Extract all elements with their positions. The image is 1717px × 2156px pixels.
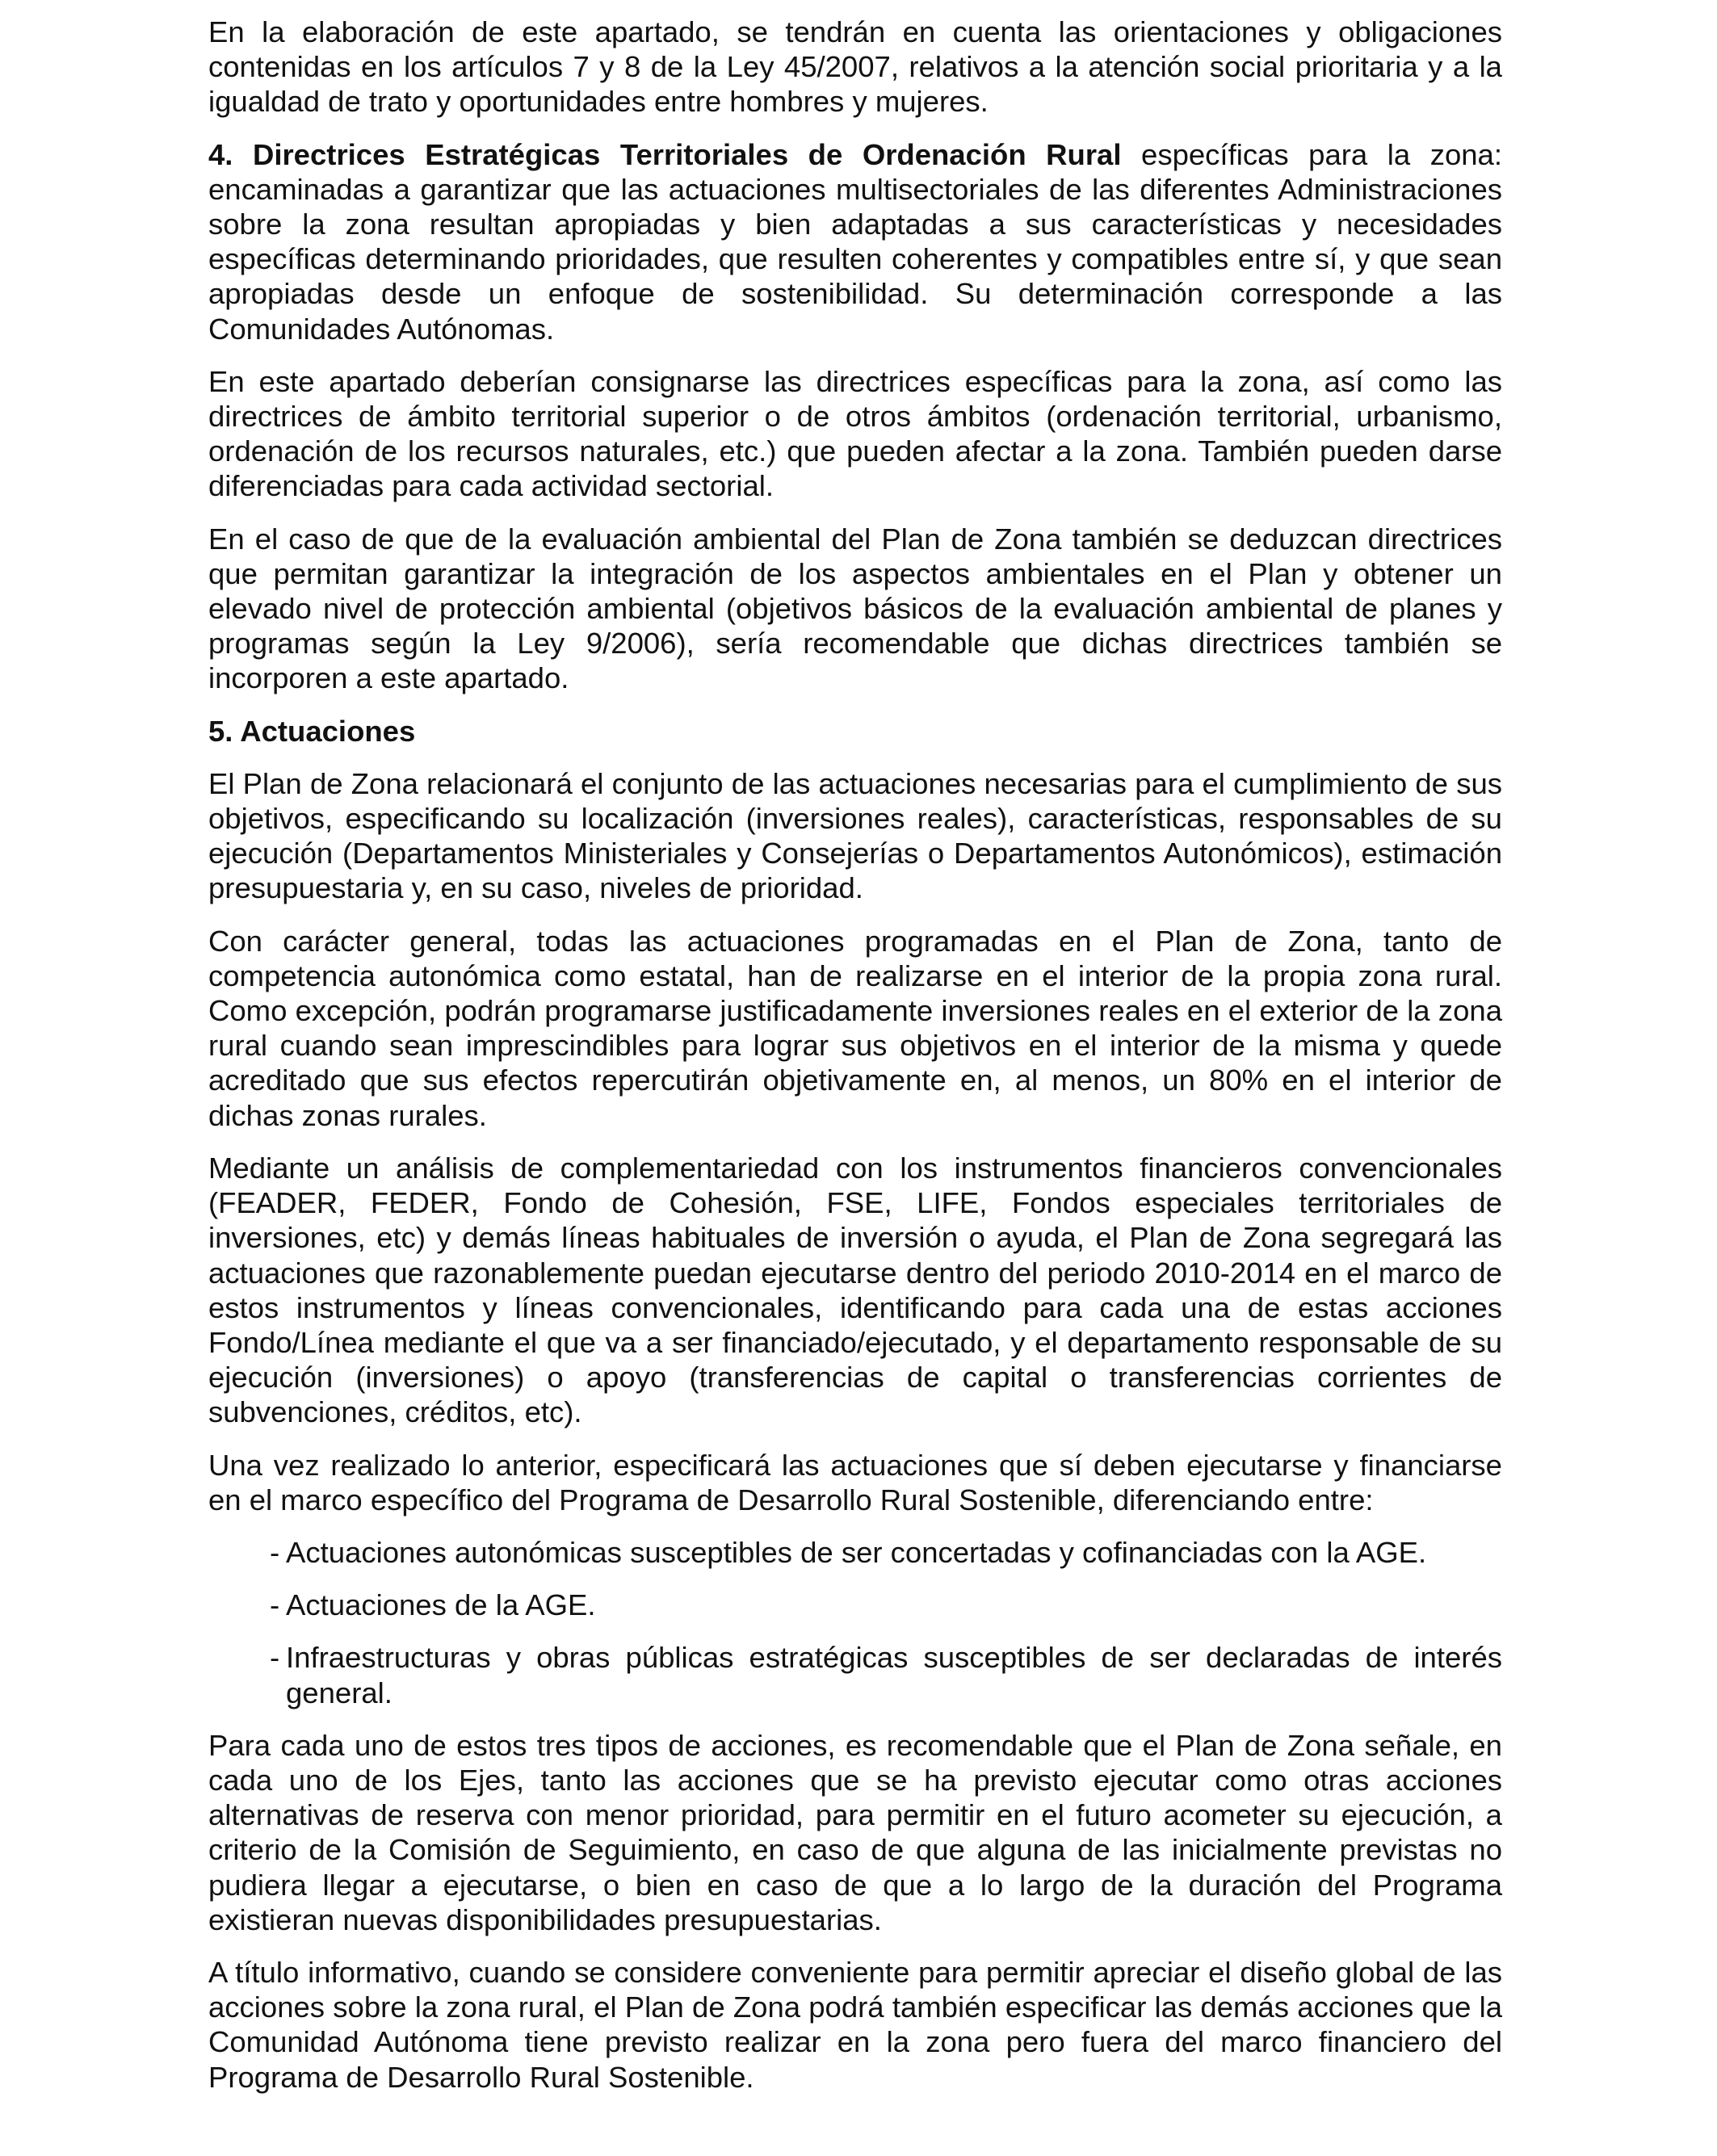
paragraph-general-character: Con carácter general, todas las actuaciones programadas en el Plan de Zona, tanto de competencia autonómica como estatal, han de realizarse en el interior de la propia zona rural. Como excepción, podrán programarse justificadamente inversiones reales en el exterior de la zona rural cuando sean imprescindibles para lograr sus objetivos en el interior de la misma y quede acreditado que sus efectos repercutirán objetivamente en, al menos, un 80% en el interior de dichas zonas rurales. — [208, 924, 1502, 1132]
list-item — [208, 1640, 1502, 1709]
list-item-text: Actuaciones autonómicas susceptibles de ser concertadas y cofinanciadas con la AGE. — [286, 1535, 1427, 1569]
document-page — [208, 15, 1502, 2112]
list-item-text: Infraestructuras y obras públicas estratégicas susceptibles de ser declaradas de interés general. — [286, 1641, 1502, 1709]
list-item — [208, 1535, 1502, 1570]
section-4-body: específicas para la zona: encaminadas a garantizar que las actuaciones multisectoriales de las diferentes Administraciones sobre la zona resultan apropiadas y bien adaptadas a sus características y necesidades específicas determinando prioridades, que resulten coherentes y compatibles entre sí, y que sean apropiadas desde un enfoque de sostenibilidad. Su determinación corresponde a las Comunidades Autónomas. — [208, 137, 1502, 346]
paragraph-complementarity: Mediante un análisis de complementariedad con los instrumentos financieros convencionales (FEADER, FEDER, Fondo de Cohesión, FSE, LIFE, Fondos especiales territoriales de inversiones, etc) y demás líneas habituales de inversión o ayuda, el Plan de Zona segregará las actuaciones que razonablemente puedan ejecutarse dentro del periodo 2010-2014 en el marco de estos instrumentos y líneas convencionales, identificando para cada una de estas acciones Fondo/Línea mediante el que va a ser financiado/ejecutado, y el departamento responsable de su ejecución (inversiones) o apoyo (transferencias de capital o transferencias corrientes de subvenciones, créditos, etc). — [208, 1151, 1502, 1429]
list-item — [208, 1588, 1502, 1622]
section-4-title: 4. Directrices Estratégicas Territoriales de Ordenación Rural — [208, 137, 1122, 171]
list-dash: - — [270, 1535, 280, 1569]
list-dash: - — [270, 1641, 280, 1675]
paragraph-actuaciones-intro: El Plan de Zona relacionará el conjunto de las actuaciones necesarias para el cumplimiento de sus objetivos, especificando su localización (inversiones reales), características, responsables de su ejecución (Departamentos Ministeriales y Consejerías o Departamentos Autonómicos), estimación presupuestaria y, en su caso, niveles de prioridad. — [208, 766, 1502, 905]
paragraph-specification: Una vez realizado lo anterior, especificará las actuaciones que sí deben ejecutarse y financiarse en el marco específico del Programa de Desarrollo Rural Sostenible, diferenciando entre: — [208, 1448, 1502, 1516]
section-5-heading: 5. Actuaciones — [208, 714, 416, 748]
paragraph-informative: A título informativo, cuando se considere conveniente para permitir apreciar el diseño global de las acciones sobre la zona rural, el Plan de Zona podrá también especificar las demás acciones que la Comunidad Autónoma tiene previsto realizar en la zona pero fuera del marco financiero del Programa de Desarrollo Rural Sostenible. — [208, 1955, 1502, 2094]
paragraph-environmental-evaluation: En el caso de que de la evaluación ambiental del Plan de Zona también se deduzcan directrices que permitan garantizar la integración de los aspectos ambientales en el Plan y obtener un elevado nivel de protección ambiental (objetivos básicos de la evaluación ambiental de planes y programas según la Ley 9/2006), sería recomendable que dichas directrices también se incorporen a este apartado. — [208, 522, 1502, 695]
paragraph-directrices-scope: En este apartado deberían consignarse las directrices específicas para la zona, así como las directrices de ámbito territorial superior o de otros ámbitos (ordenación territorial, urbanismo, ordenación de los recursos naturales, etc.) que pueden afectar a la zona. También pueden darse diferenciadas para cada actividad sectorial. — [208, 364, 1502, 503]
paragraph-reserve-actions: Para cada uno de estos tres tipos de acciones, es recomendable que el Plan de Zona señale, en cada uno de los Ejes, tanto las acciones que se ha previsto ejecutar como otras acciones alternativas de reserva con menor prioridad, para permitir en el futuro acometer su ejecución, a criterio de la Comisión de Seguimiento, en caso de que alguna de las inicialmente previstas no pudiera llegar a ejecutarse, o bien en caso de que a lo largo de la duración del Programa existieran nuevas disponibilidades presupuestarias. — [208, 1728, 1502, 1936]
actuaciones-types-list — [208, 1535, 1502, 1710]
paragraph-directrices — [208, 137, 1502, 346]
list-item-text: Actuaciones de la AGE. — [286, 1588, 596, 1622]
list-dash: - — [270, 1588, 280, 1622]
paragraph-equality: En la elaboración de este apartado, se tendrán en cuenta las orientaciones y obligaciones contenidas en los artículos 7 y 8 de la Ley 45/2007, relativos a la atención social prioritaria y a la igualdad de trato y oportunidades entre hombres y mujeres. — [208, 15, 1502, 119]
